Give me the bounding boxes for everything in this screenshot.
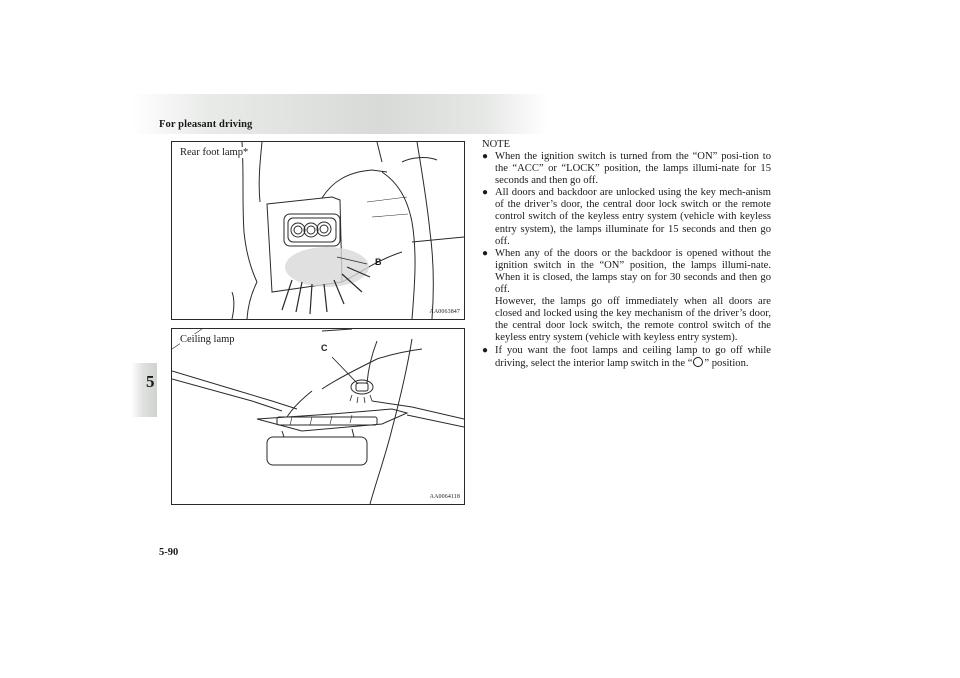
rear-foot-lamp-illustration (172, 142, 464, 319)
list-item (482, 187, 771, 247)
note-text-before: If you want the foot lamps and ceiling lamp to go off while driving, select the interior lamp switch in the “ (495, 344, 771, 369)
image-code: AA0063847 (429, 309, 460, 315)
note-text: When any of the doors or the backdoor is opened without the ignition switch in the “ON” position, the lamps illumi-nate. When it is closed, the lamps stay on for 30 seconds and then go off. (495, 247, 771, 296)
section-title: For pleasant driving (159, 119, 253, 130)
page-number: 5-90 (159, 547, 179, 558)
callout-c: C (321, 343, 328, 353)
note-text: All doors and backdoor are unlocked using the key mech-anism of the driver’s door, the central door lock switch or the remote control switch of the keyless entry system (vehicle with keyless entry system), the lamps illuminate for 15 seconds and then go off. (495, 187, 771, 247)
ceiling-lamp-illustration (172, 329, 464, 504)
bullet-icon: ● (482, 344, 489, 356)
note-text: When the ignition switch is turned from the “ON” posi-tion to the “ACC” or “LOCK” position, the lamps illumi-nate for 15 seconds and then go off. (495, 151, 771, 187)
bullet-icon: ● (482, 151, 489, 162)
note-list (482, 151, 771, 370)
bullet-icon: ● (482, 187, 489, 199)
note-heading: NOTE (482, 139, 510, 150)
lamp-off-position-icon (693, 357, 703, 367)
callout-b: B (375, 257, 382, 267)
list-item (482, 344, 771, 370)
image-code: AA0064118 (429, 494, 460, 500)
bullet-icon: ● (482, 247, 489, 259)
list-item (482, 247, 771, 345)
figure-label: Ceiling lamp (180, 334, 235, 345)
figure-rear-foot-lamp (171, 141, 465, 320)
figure-ceiling-lamp (171, 328, 465, 505)
figure-label: Rear foot lamp* (180, 147, 249, 158)
chapter-number: 5 (146, 372, 155, 391)
list-item (482, 151, 771, 187)
note-text-after: ” position. (704, 357, 749, 369)
note-continuation: However, the lamps go off immediately when all doors are closed and locked using the key mechanism of the driver’s door, the central door lock switch, the remote control switch of the keyless entry system (vehicle with keyless entry system). (495, 296, 771, 344)
